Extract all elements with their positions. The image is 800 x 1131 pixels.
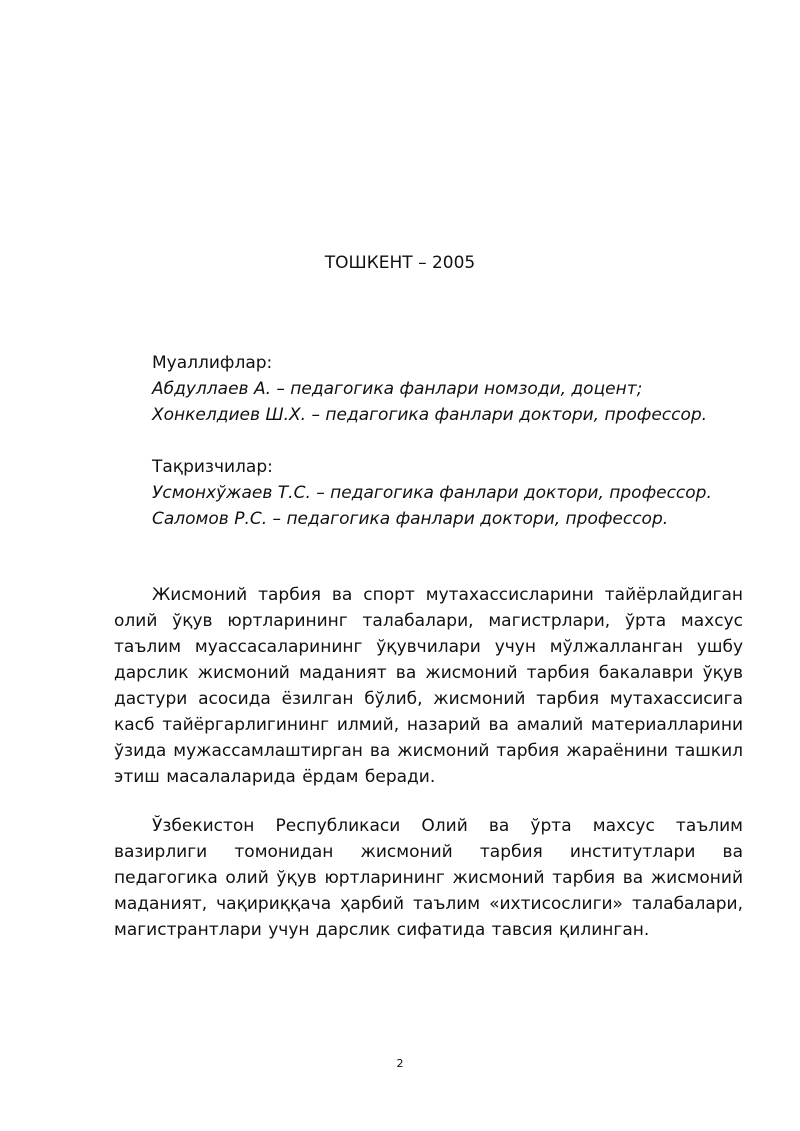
city-year: ТОШКЕНТ – 2005 — [324, 253, 476, 273]
reviewers-block — [152, 454, 752, 532]
authors-block — [152, 350, 752, 428]
body-paragraph: Жисмоний тарбия ва спорт мутахассисларини тайёрлайдиган олий ўқув юртларининг талабалари, магистрлари, ўрта махсус таълим муассасаларининг ўқувчилари учун мўлжалланган ушбу дарслик жисмоний маданият ва жисмоний тарбия бакалаври ўқув дастури асосида ёзилган бўлиб, жисмоний тарбия мутахассисига касб тайёргарлигининг илмий, назарий ва амалий материалларини ўзида мужассамлаштирган ва жисмоний тарбия жараёнини ташкил этиш масалаларида ёрдам беради. — [114, 585, 743, 787]
authors-heading: Муаллифлар: — [152, 353, 273, 373]
author-line: Абдуллаев А. – педагогика фанлари номзоди, доцент; — [152, 379, 643, 399]
author-line: Хонкелдиев Ш.Х. – педагогика фанлари доктори, профессор. — [152, 405, 708, 425]
reviewer-line: Усмонхўжаев Т.С. – педагогика фанлари доктори, профессор. — [152, 483, 712, 503]
reviewers-heading: Тақризчилар: — [152, 457, 273, 477]
body-paragraph: Ўзбекистон Республикаси Олий ва ўрта махсус таълим вазирлиги томонидан жисмоний тарбия институтлари ва педагогика олий ўқув юртларининг жисмоний тарбия ва жисмоний маданият, чақириққача ҳарбий таълим «ихтисослиги» талабалари, магистрантлари учун дарслик сифатида тавсия қилинган. — [114, 816, 743, 940]
reviewer-line: Саломов Р.С. – педагогика фанлари доктори, профессор. — [152, 509, 669, 529]
page-number: 2 — [396, 1057, 404, 1070]
